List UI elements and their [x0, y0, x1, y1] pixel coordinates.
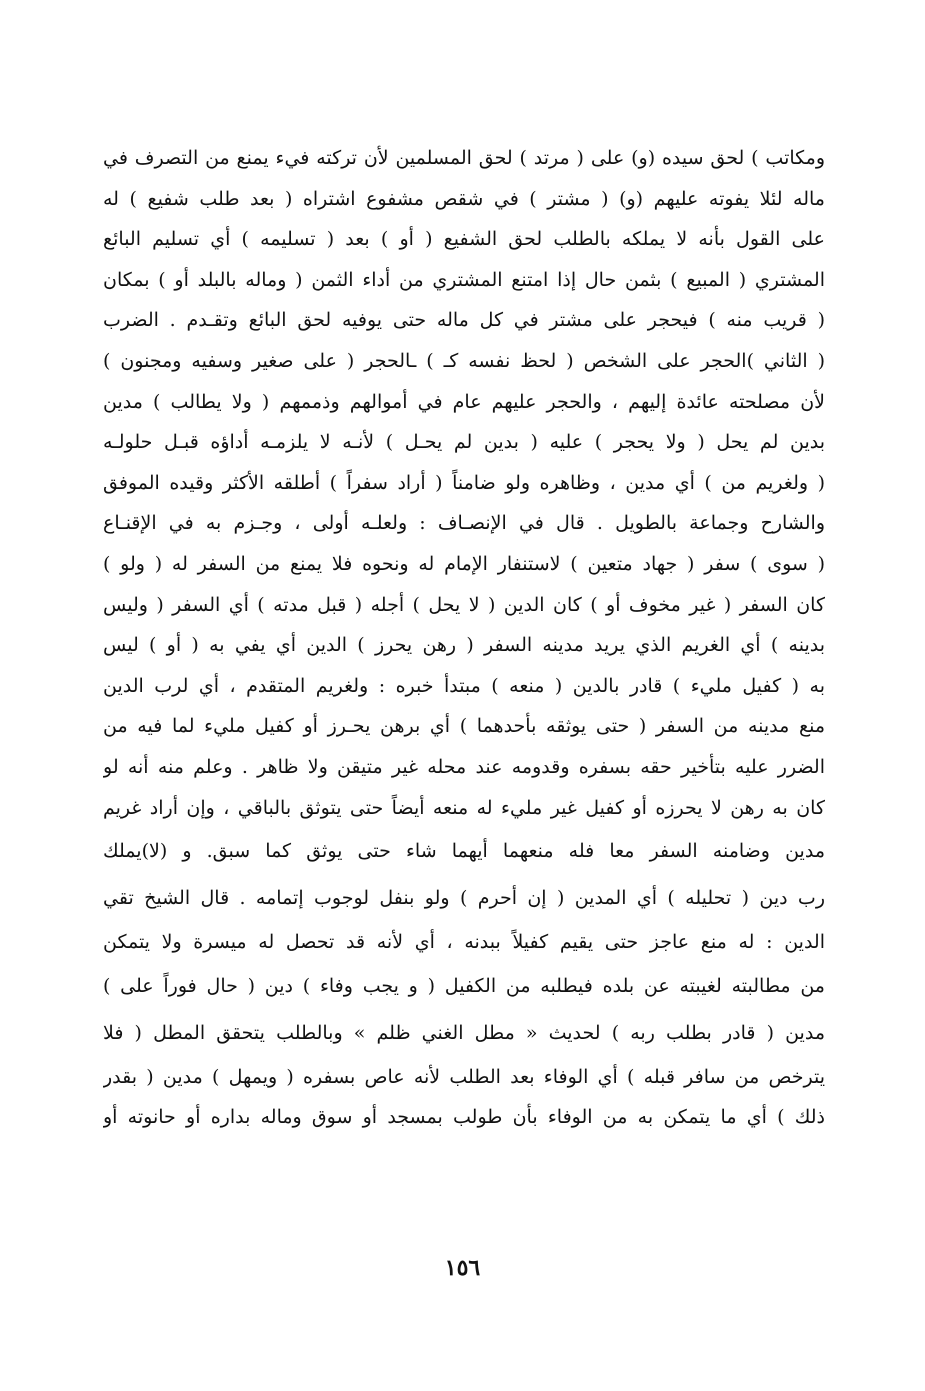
body-text	[103, 138, 825, 1138]
page-number: ١٥٦	[444, 1255, 481, 1281]
text-line-11: ( سوى ) سفر ( جهاد متعين ) لاستنفار الإمام له ونحوه فلا يمنع من السفر له ( ولو )	[103, 552, 825, 575]
text-line-22: مدين ( قادر بطلب ربه ) لحديث « مطل الغني ظلم » وبالطلب يتحقق المطل ( فلا	[103, 1021, 825, 1044]
text-line-17: كان به رهن لا يحرزه أو كفيل غير مليء له منعه أيضاً حتى يتوثق بالباقي ، وإن أراد غريم	[103, 796, 825, 819]
text-line-5: ( قريب منه ) فيحجر على مشتر في كل ماله حتى يوفيه لحق البائع وتقـدم . الضرب	[103, 309, 825, 332]
text-line-23: يترخص من سافر قبله ) أي الوفاء بعد الطلب لأنه عاص بسفره ( ويمهل ) مدين ( بقدر	[103, 1065, 825, 1088]
text-line-13: بدينه ) أي الغريم الذي يريد مدينه السفر ( رهن يحرز ) الدين أي يفي به ( أو ) ليس	[103, 634, 825, 657]
text-line-19: رب دين ( تحليله ) أي المدين ( إن أحرم ) ولو بنفل لوجوب إتمامه . قال الشيخ تقي	[103, 887, 825, 910]
text-line-3: على القول بأنه لا يملكه بالطلب لحق الشفيع ( أو ) بعد ( تسليمه ) أي تسليم البائع	[103, 228, 825, 251]
text-line-9: ( ولغريم من ) أي مدين ، وظاهره ولو ضامناً ( أراد سفراً ) أطلقه الأكثر وقيده الموفق	[103, 471, 825, 494]
text-line-18: مدين وضامنه السفر معا فله منعهما أيهما شاء حتى يوثق كما سبق. و (لا)يملك	[103, 840, 825, 863]
text-line-15: منع مدينه من السفر ( حتى يوثقه بأحدهما ) أي برهن يحـرز أو كفيل مليء لما فيه من	[103, 715, 825, 738]
text-line-16: الضرر عليه بتأخير حقه بسفره وقدومه عند محله غير متيقن ولا ظاهر . وعلم منه أنه لو	[103, 755, 825, 778]
text-line-6: ( الثاني )الحجر على الشخص ( لحظ نفسه كـ ) ـالحجر ( على صغير وسفيه ومجنون )	[103, 349, 825, 372]
text-line-1: ومكاتب ) لحق سيده (و) على ( مرتد ) لحق المسلمين لأن تركته فيء يمنع من التصرف في	[103, 147, 825, 169]
text-line-10: والشارح وجماعة بالطويل . قال في الإنصـاف : ولعلـه أولى ، وجـزم به في الإقنـاع	[103, 512, 825, 535]
text-line-20: الدين : له منع عاجز حتى يقيم كفيلاً ببدنه ، أي لأنه قد تحصل له ميسرة ولا يتمكن	[103, 931, 825, 954]
text-line-14: به ( كفيل مليء ) قادر بالدين ( منعه ) مبتدأ خبره : ولغريم المتقدم ، أي لرب الدين	[103, 674, 825, 697]
text-line-21: من مطالبته لغيبته عن بلده فيطلبه من الكفيل ( و يجب وفاء ) دين ( حال فوراً على )	[103, 974, 825, 997]
text-line-12: كان السفر ( غير مخوف أو ) كان الدين ( لا يحل ) أجله ( قبل مدته ) أي السفر ( وليس	[103, 593, 825, 616]
text-line-7: لأن مصلحته عائدة إليهم ، والحجر عليهم عام في أموالهم وذممهم ( ولا يطالب ) مدين	[103, 390, 825, 413]
text-line-24: ذلك ) أي ما يتمكن به من الوفاء بأن طولب بمسجد أو سوق وماله بداره أو حانوته أو	[103, 1106, 825, 1129]
text-line-4: المشتري ( المبيع ) بثمن حال إذا امتنع المشتري من أداء الثمن ( وماله بالبلد أو ) بمكان	[103, 268, 825, 291]
text-line-8: بدين لم يحل ( ولا يحجر ) عليه ( بدين لم يحـل ) لأنـه لا يلزمـه أداؤه قبـل حلولـه	[103, 431, 825, 454]
text-line-2: ماله لئلا يفوته عليهم (و) ( مشتر ) في شقص مشفوع اشتراه ( بعد طلب شفيع ) له	[103, 187, 825, 210]
